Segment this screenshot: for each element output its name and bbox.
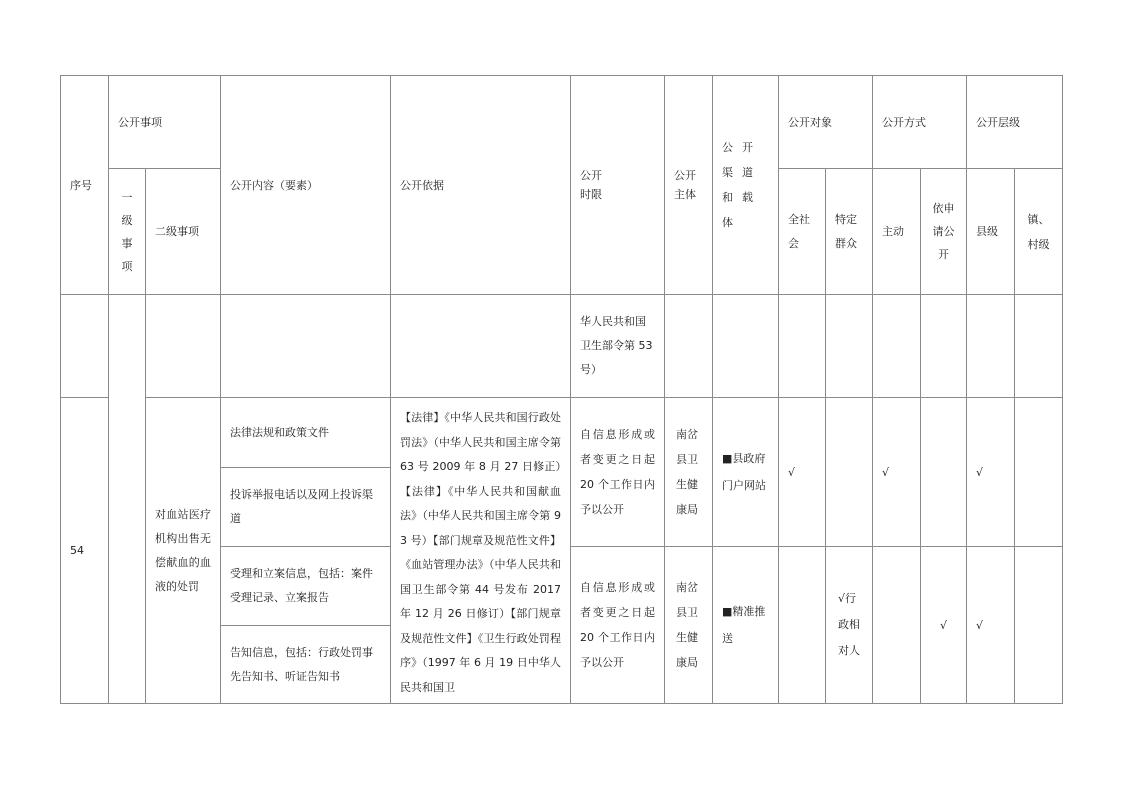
record-tier-county: √ bbox=[967, 547, 1015, 704]
header-seq: 序号 bbox=[61, 76, 109, 295]
record-tier-town bbox=[1015, 547, 1063, 704]
header-tier-county: 县级 bbox=[967, 169, 1015, 295]
header-channel: 公开渠道和载体 bbox=[713, 76, 779, 295]
header-matter: 公开事项 bbox=[109, 76, 221, 169]
cell-empty bbox=[779, 295, 826, 398]
header-object: 公开对象 bbox=[779, 76, 873, 169]
record-item: 告知信息，包括：行政处罚事先告知书、听证告知书 bbox=[221, 626, 391, 704]
record-level1 bbox=[109, 295, 146, 704]
cell-empty bbox=[1015, 295, 1063, 398]
record-method-active: √ bbox=[873, 398, 921, 547]
record-basis: 【法律】《中华人民共和国行政处罚法》（中华人民共和国主席令第 63 号 2009 年 8 月 27 日修正）【法律】《中华人民共和国献血法》（中华人民共和国主席令第 93 号）【部门规章及规范性文件】《血站管理办法》（中华人民共和国卫生部令第 44 号发布 2017 年 12 月 26 日修订）【部门规章及规范性文件】《卫生行政处罚程序》（1997 年 6 月 19 日中华人民共和国卫 bbox=[391, 398, 571, 704]
record-item: 投诉举报电话以及网上投诉渠道 bbox=[221, 468, 391, 547]
record-time-limit: 自信息形成或者变更之日起 20 个工作日内予以公开 bbox=[571, 547, 665, 704]
header-tier-town: 镇、村级 bbox=[1015, 169, 1063, 295]
header-subject: 公开主体 bbox=[665, 76, 713, 295]
record-item: 法律法规和政策文件 bbox=[221, 398, 391, 468]
header-method: 公开方式 bbox=[873, 76, 967, 169]
header-object-specific: 特定群众 bbox=[826, 169, 873, 295]
header-method-active: 主动 bbox=[873, 169, 921, 295]
record-method-apply: √ bbox=[921, 547, 967, 704]
record-seq: 54 bbox=[61, 398, 109, 704]
carryover-time-limit: 华人民共和国卫生部令第 53 号） bbox=[571, 295, 665, 398]
record-subject: 南岔县卫生健康局 bbox=[665, 547, 713, 704]
record-tier-town bbox=[1015, 398, 1063, 547]
cell-empty bbox=[391, 295, 571, 398]
cell-empty bbox=[713, 295, 779, 398]
header-content: 公开内容（要素） bbox=[221, 76, 391, 295]
cell-empty bbox=[921, 295, 967, 398]
record-object-specific bbox=[826, 398, 873, 547]
record-object-all: √ bbox=[779, 398, 826, 547]
record-subject: 南岔县卫生健康局 bbox=[665, 398, 713, 547]
record-item: 受理和立案信息，包括：案件受理记录、立案报告 bbox=[221, 547, 391, 626]
header-object-all: 全社会 bbox=[779, 169, 826, 295]
cell-empty bbox=[61, 295, 109, 398]
cell-empty bbox=[967, 295, 1015, 398]
record-time-limit: 自信息形成或者变更之日起 20 个工作日内予以公开 bbox=[571, 398, 665, 547]
cell-empty bbox=[146, 295, 221, 398]
header-time-limit-line2: 时限 bbox=[580, 188, 602, 201]
header-method-apply: 依申请公开 bbox=[921, 169, 967, 295]
header-time-limit bbox=[571, 76, 665, 295]
record-object-specific: √行政相对人 bbox=[826, 547, 873, 704]
header-row bbox=[61, 76, 1063, 169]
record-method-apply bbox=[921, 398, 967, 547]
record-method-active bbox=[873, 547, 921, 704]
header-basis: 公开依据 bbox=[391, 76, 571, 295]
cell-empty bbox=[221, 295, 391, 398]
cell-empty bbox=[665, 295, 713, 398]
header-level1: 一级事项 bbox=[109, 169, 146, 295]
header-level2: 二级事项 bbox=[146, 169, 221, 295]
record-tier-county: √ bbox=[967, 398, 1015, 547]
cell-empty bbox=[826, 295, 873, 398]
cell-empty bbox=[873, 295, 921, 398]
record-level2: 对血站医疗机构出售无偿献血的血液的处罚 bbox=[146, 398, 221, 704]
header-tier: 公开层级 bbox=[967, 76, 1063, 169]
disclosure-table bbox=[60, 75, 1063, 704]
header-time-limit-line1: 公开 bbox=[580, 169, 602, 182]
record-channel: ■县政府门户网站 bbox=[713, 398, 779, 547]
record-channel: ■精准推送 bbox=[713, 547, 779, 704]
table-row bbox=[61, 398, 1063, 468]
carryover-row bbox=[61, 295, 1063, 398]
record-object-all bbox=[779, 547, 826, 704]
